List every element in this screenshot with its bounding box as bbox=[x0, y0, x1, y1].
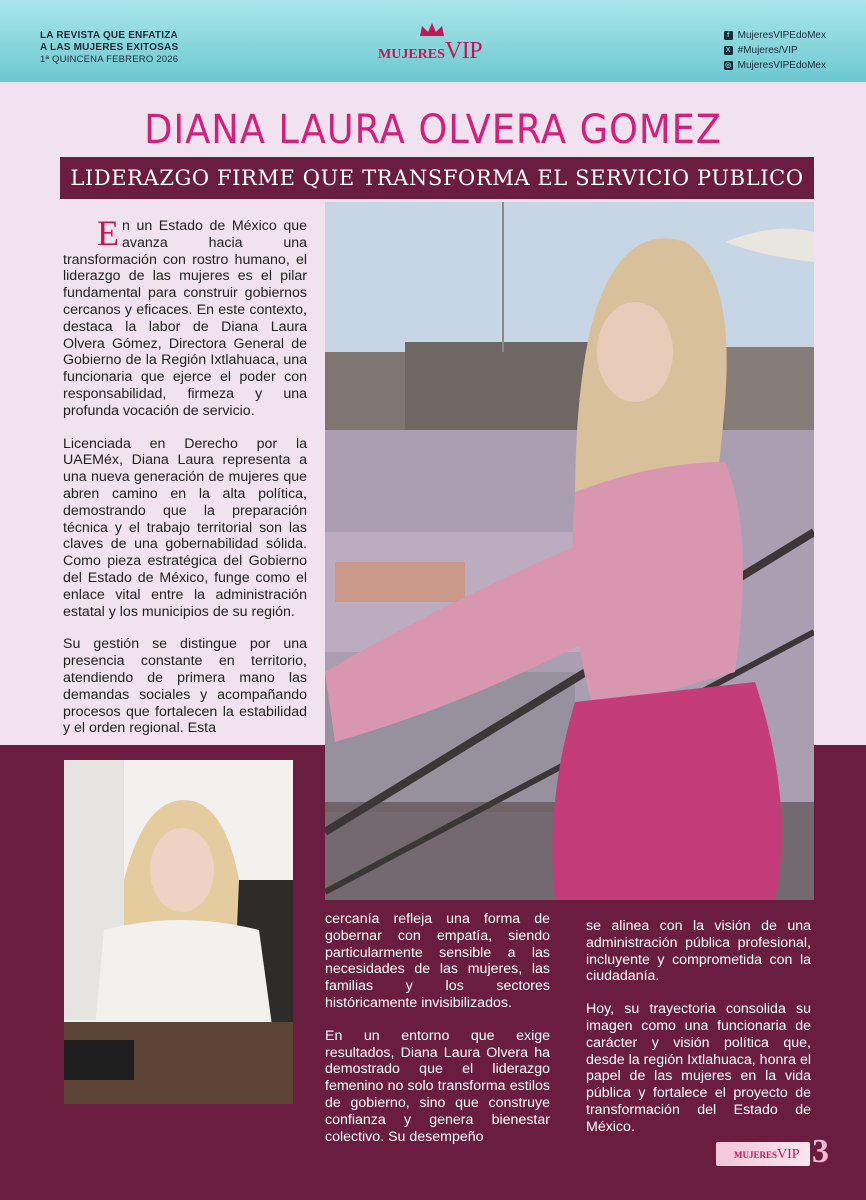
social-facebook[interactable] bbox=[724, 29, 826, 42]
paragraph: Hoy, su trayectoria consolida su imagen como una funcionaria de carácter y visión política que, desde la región Ixtlahuaca, honra el papel de las mujeres en la vida pública y fortalece el proyecto de transformación del Estado de México. bbox=[586, 1001, 811, 1135]
article-subtitle: LIDERAZGO FIRME QUE TRANSFORMA EL SERVICIO PUBLICO bbox=[70, 166, 804, 190]
balcony-scene-illustration bbox=[325, 202, 814, 900]
article-column-2 bbox=[325, 911, 550, 1161]
paragraph: Su gestión se distingue por una presencia constante en territorio, atendiendo de primera mano las demandas sociales y acompañando procesos que fortalecen la estabilidad y el orden regional. Esta bbox=[63, 636, 307, 737]
social-instagram[interactable] bbox=[724, 59, 826, 72]
paragraph: cercanía refleja una forma de gobernar con empatía, siendo particularmente sensible a las necesidades de las mujeres, las familias y los sectores históricamente invisibilizados. bbox=[325, 911, 550, 1011]
paragraph: Licenciada en Derecho por la UAEMéx, Diana Laura representa a una nueva generación de mujeres que abren camino en la alta política, demostrando que la preparación técnica y el trabajo territorial son las claves de una gobernabilidad sólida. Como pieza estratégica del Gobierno del Estado de México, funge como el enlace vital entre la administración estatal y los municipios de su región. bbox=[63, 435, 307, 620]
magazine-header bbox=[0, 0, 866, 82]
footer-logo-label bbox=[734, 1147, 800, 1163]
magazine-tagline bbox=[40, 30, 178, 66]
social-handle: MujeresVIPEdoMex bbox=[737, 30, 826, 41]
page-number: 3 bbox=[812, 1133, 829, 1170]
social-handle: MujeresVIPEdoMex bbox=[737, 60, 826, 71]
article-column-1 bbox=[63, 213, 307, 753]
crown-icon bbox=[418, 22, 446, 38]
footer-logo bbox=[716, 1142, 810, 1166]
instagram-icon: ◎ bbox=[725, 62, 732, 69]
social-x[interactable] bbox=[724, 44, 826, 57]
social-links bbox=[724, 29, 826, 74]
article-column-3 bbox=[586, 918, 811, 1152]
footer-logo-text: MUJERES bbox=[734, 1150, 778, 1160]
office-portrait-photo bbox=[64, 760, 293, 1104]
main-portrait-photo bbox=[325, 202, 814, 900]
office-scene-illustration bbox=[64, 760, 293, 1104]
logo-vip: VIP bbox=[444, 38, 483, 64]
article-title: DIANA LAURA OLVERA GOMEZ bbox=[144, 107, 722, 153]
subtitle-bar bbox=[60, 157, 814, 202]
x-icon: X bbox=[724, 46, 733, 55]
paragraph: En un Estado de México que avanza hacia una transformación con rostro humano, el liderazgo de las mujeres es el pilar fundamental para construir gobiernos cercanos y eficaces. En este contexto, destaca la labor de Diana Laura Olvera Gómez, Directora General de Gobierno de la Región Ixtlahuaca, una funcionaria que ejerce el poder con responsabilidad, firmeza y una profunda vocación de servicio. bbox=[63, 213, 307, 419]
drop-cap: E bbox=[97, 213, 119, 253]
social-handle: #Mujeres/VIP bbox=[737, 45, 798, 56]
paragraph: se alinea con la visión de una administración pública profesional, incluyente y comprometida con la ciudadanía. bbox=[586, 918, 811, 985]
tagline-line-1: LA REVISTA QUE ENFATIZA bbox=[40, 30, 178, 41]
tagline-line-2: A LAS MUJERES EXITOSAS bbox=[40, 42, 179, 53]
logo-text: MUJERES bbox=[378, 47, 445, 62]
footer-logo-vip: VIP bbox=[777, 1147, 800, 1162]
magazine-logo bbox=[378, 38, 482, 65]
paragraph: En un entorno que exige resultados, Diana Laura Olvera ha demostrado que el liderazgo femenino no solo transforma estilos de gobierno, sino que construye confianza y genera bienestar colectivo. Su desempeño bbox=[325, 1027, 550, 1145]
edition-label: 1ª QUINCENA FEBRERO 2026 bbox=[40, 54, 179, 65]
facebook-icon: f bbox=[724, 31, 733, 40]
